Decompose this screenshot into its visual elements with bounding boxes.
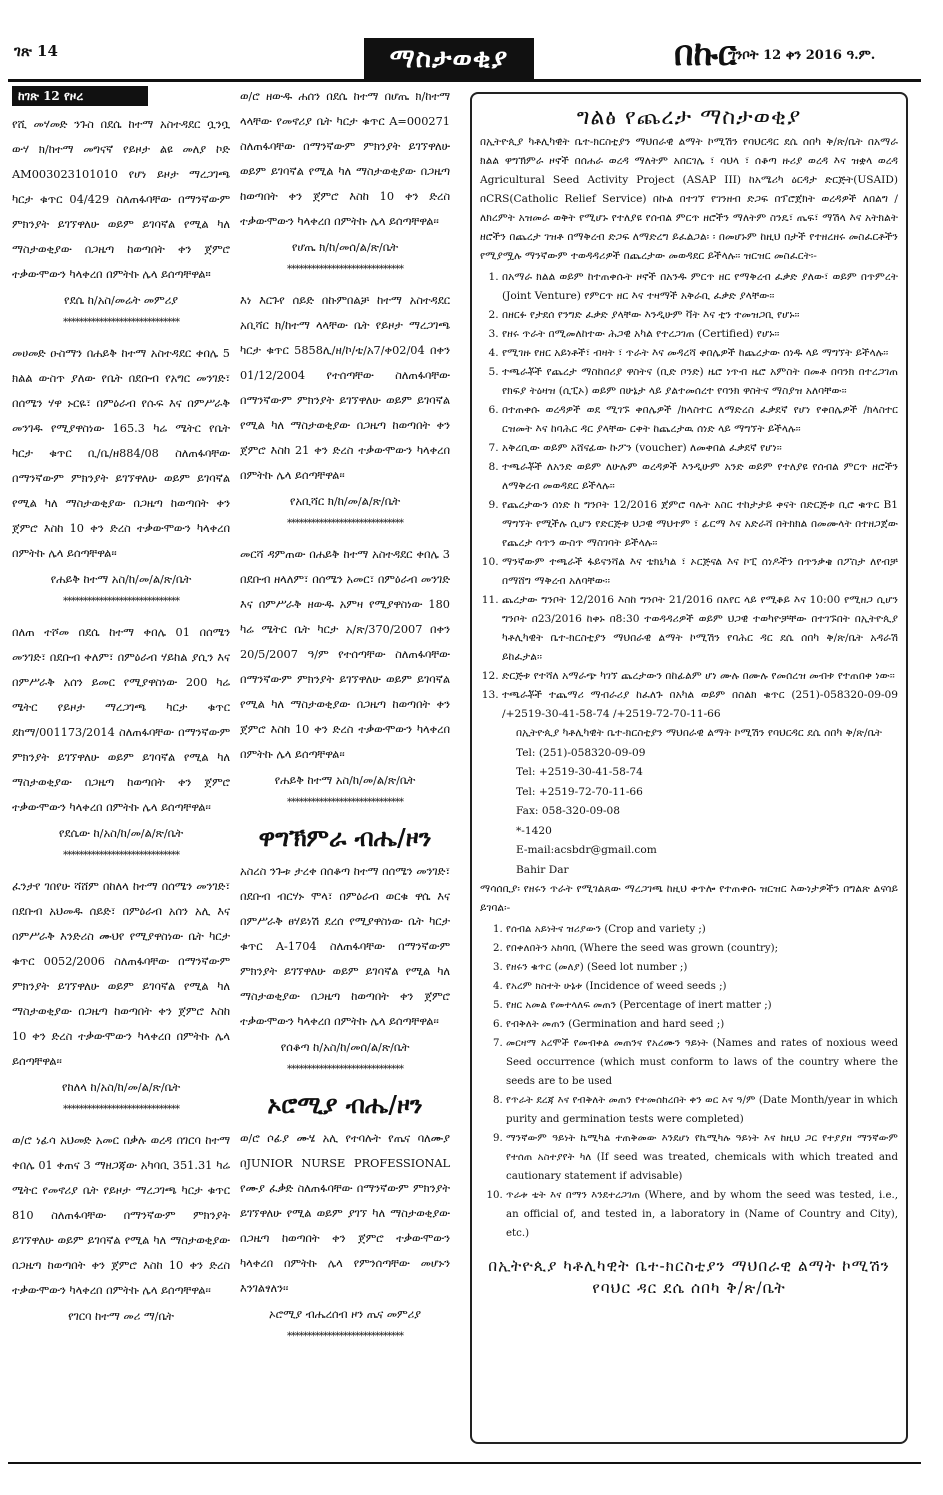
column-middle <box>240 84 450 1355</box>
criteria-item: 9. የጨረታውን ሰነድ ከ ግንቦት 12/2016 ጀምሮ ባሉት አስር ተከታታይ ቀናት በድርጅቱ ቢሮ ቁጥር B1 ማግኘት የሚችሉ ሲሆን የድርጅቱ ህጋዊ ማህተም ፣ ፊርማ እና አድራሻ በትክክል በመሙላት በተዘጋጀው የጨረታ ሳጥን ውስጥ ማስገባት ይችላሉ፡፡ <box>502 496 898 553</box>
separator-stars: ***************************** <box>63 1104 179 1115</box>
criteria-item: 12. ድርጅቱ የተሻለ አማራጭ ካገኘ ጨረታውን በከፊልም ሆነ ሙሉ በሙሉ የመሰረዝ መብቱ የተጠበቀ ነው፡፡ <box>502 667 898 686</box>
separator-stars: ***************************** <box>287 797 403 808</box>
note-item: 8. የጥራት ደረጃ እና የብቅለት መጠን የተመሰከረበት ቀን ወር እና ዓ/ም (Date Month/year in which purity and germination tests were completed) <box>506 1091 898 1129</box>
note-item: 9. ማንኛውም ዓይነት ኬሚካል ተጠቅመው እንደሆነ የኬሚካሉ ዓይነት እና ከዚህ ጋር የተያያዘ ማንኛውም የተሰጠ አስተያየት ካለ (If seed was treated, chemicals with which treated and cautionary statement if advisable) <box>506 1129 898 1186</box>
notice <box>240 859 450 1080</box>
notes-section <box>480 880 898 1243</box>
note-item: 1. የሰብል አይነትና ዝሪያውን (Crop and variety ;) <box>506 920 898 939</box>
page-header <box>0 0 943 80</box>
note-item: 7. መርዛማ አረሞች የመብቀል መጠንና የአረሙን ዓይነት (Names and rates of noxious weed Seed occurrence (which must conform to laws of the country where the seeds are to be used <box>506 1034 898 1091</box>
note-item: 4. የአረም ክስተት ሁኔቱ (Incidence of weed seeds ;) <box>506 977 898 996</box>
criteria-item: 4. የሚገዙ የዘር አይነቶች፣ ብዛት ፣ ጥራት እና መዳረሻ ቀበሌዎች ከጨረታው ሰነዱ ላይ ማግኘት ይችላሉ፡፡ <box>502 344 898 363</box>
criteria-item: 10. ማንኛውም ተጫራች ፋይናንሻል እና ቴክኒካል ፣ ኦርጅናል እና ኮፒ ሰነዶችን በጥንቃቄ በፖስታ ለየብቻ በማሸግ ማቅረብ አለባቸው፡፡ <box>502 553 898 591</box>
note-item: 3. የዘሩን ቁጥር (መለያ) (Seed lot number ;) <box>506 958 898 977</box>
notice-signature: የሐይቅ ከተማ አስ/ከ/መ/ል/ጽ/ቤት <box>274 774 416 787</box>
criteria-item: 5. ተጫራቾች የጨረታ ማስከበሪያ ዋስትና (ቢድ ቦንድ) ዜሮ ነጥብ ዜሮ አምስት በመቶ በባንክ በተረጋገጠ የክፍያ ትዕዛዝ (ሲፒኦ) ወይም በሁኔታ ላይ ያልተመሰረተ የባንክ ዋስትና ማስያዝ አለባቸው፡፡ <box>502 363 898 401</box>
criteria-item: 3. የዘሩ ጥራት በሚመለከተው ሕጋዊ አካል የተረጋገጠ (Certified) የሆኑ፡፡ <box>502 325 898 344</box>
contact-tel: Tel: (251)-058320-09-09 <box>516 746 646 759</box>
page-number: ገጽ 14 <box>14 42 58 60</box>
notice-text: እነ እርጉየ ሰይድ በኩምበልቻ ከተማ አስተዳደር አቢሻር ክ/ከተማ ላላቸው ቤት የይዞታ ማረጋገጫ ካርታ ቁጥር 5858ሊ/ዘ/ኮ/ቴ/አ7/ቀ02/04 በቀን 01/12/2004 የተሰጣቸው ስለጠፋባቸው በማንኛውም ምክንያት ይገኘዋለሁ ወይም ይገባኛል የሚል ካለ ማስታወቂያው በጋዜጣ ከወጣበት ቀን ጀምሮ እስከ 21 ቀን ድረስ ተቃውሞውን ካላቀረበ በምትኩ ሌላ ይሰጣቸዋል፡፡ <box>240 294 450 482</box>
criteria-item: 13. ተጫራቾች ተጨማሪ ማብራሪያ ከፈለጉ በአካል ወይም በስልክ ቁጥር (251)-058320-09-09 /+2519-30-41-58-74 /+2519-72-70-11-66 <box>502 686 898 724</box>
notice <box>240 84 450 280</box>
notice <box>12 874 230 1120</box>
criteria-item: 6. በተጠቀሱ ወረዳዎች ወደ ሚገኙ ቀበሌዎች /ክላስተር ለማድረስ ፈቃደኛ የሆነ የቀበሌዎች /ክላስተር ርዝመት እና ከባሕር ዳር ያላቸው ርቀት ከጨረታዉ ሰነድ ላይ ማግኘት ይችላሉ፡፡ <box>502 401 898 439</box>
notice <box>12 1128 230 1329</box>
separator-stars: ***************************** <box>63 317 179 328</box>
announcement-title: ግልፅ የጨረታ ማስታወቂያ <box>576 105 802 130</box>
contact-org: በኢትዮጲያ ካቶሊካዊት ቤተ-ክርስቲያን ማህበራዊ ልማት ኮሚሽን የባህርዳር ደሴ ሰበካ ቅ/ጽ/ቤት <box>516 727 883 739</box>
separator-stars: ***************************** <box>287 1064 403 1075</box>
continued-from-label: ከገጽ 12 የዞረ <box>12 86 148 106</box>
region-heading: ዋግኽምራ ብሔ/ዞን <box>258 823 432 852</box>
contact-city: Bahir Dar <box>516 863 569 876</box>
contact-tel: Tel: +2519-30-41-58-74 <box>516 766 643 778</box>
notice-signature: የከለላ ከ/አስ/ከ/መ/ል/ጽ/ቤት <box>61 1081 181 1094</box>
notice-signature: የሰቆጣ ከ/አስ/ከ/መሰ/ል/ጽ/ቤት <box>280 1041 410 1054</box>
region-heading: ኦሮሚያ ብሔ/ዞን <box>267 1090 423 1119</box>
separator-stars: ***************************** <box>287 264 403 275</box>
footer-rule <box>8 1462 921 1464</box>
notice-signature: ኦሮሚያ ብሔረሰብ ዞን ጤና መምሪያ <box>269 1308 421 1321</box>
contact-block <box>480 724 898 880</box>
notice <box>240 542 450 813</box>
column-left <box>12 84 230 1329</box>
criteria-item: 7. አቅረቢው ወይም አሸናፊው ኩፖን (voucher) ለመቀበል ፈቃደኛ የሆነ፡፡ <box>502 439 898 458</box>
notice <box>240 1126 450 1347</box>
header-rule <box>8 79 921 82</box>
notice-text: አስረስ ንጉቱ ታረቀ በሰቆጣ ከተማ በሰሜን መንገድ፣ በደቡብ ብርሃኑ ሞላ፣ በምዕራብ ወርቁ ዋሴ እና በምሥራቅ ፀሃይነሽ ደረሰ የሚያዋስነው ቤት ካርታ ቁጥር A-1704 ስለጠፋባቸው በማንኛውም ምክንያት ይገኘዋለሁ ወይም ይገባኛል የሚል ካለ ማስታወቂያው በጋዜጣ ከወጣበት ቀን ጀምሮ ተቃውሞውን ካላቀረበ በምትኩ ሌላ ይሰጣቸዋል፡፡ <box>240 865 450 1028</box>
notice-text: የሺ መሃመድ ንጉስ በደሴ ከተማ አስተዳደር ቧንቧ ውሃ ክ/ከተማ መግናኛ የይዞታ ልዩ መለያ ኮድ AM003023101010 የሆነ ይዞታ ማረጋገጫ ካርታ ቁጥር 04/429 ስለጠፋባቸው በማንኛውም ምክንያት ይገኘዋለሁ ወይም ይገባኛል የሚል ካለ ማስታወቂያው በጋዜጣ ከወጣበት ቀን ጀምሮ ተቃውሞውን ካላቀረበ በምትኩ ሌላ ይሰጣቸዋል። <box>12 118 230 281</box>
notice-signature: የገርባ ከተማ መሪ ማ/ቤት <box>68 1310 174 1323</box>
notice-signature: የሆጤ ክ/ከ/መሰ/ል/ጽ/ቤት <box>291 241 399 254</box>
separator-stars: ***************************** <box>63 596 179 607</box>
notice <box>12 341 230 612</box>
notice-text: በለጠ ተሾመ በደሴ ከተማ ቀበሌ 01 በሰሜን መንገድ፣ በደቡብ ቀለም፣ በምዕራብ ሃይከል ያሲን እና በምሥራቅ አሰን ይመር የሚያዋስነው 200 ካሬ ሜትር የይዞታ ማረጋገጫ ካርታ ቁጥር ደከማ/001173/2014 ስለጠፋባቸው በማንኛውም ምክንያት ይገኘዋለሁ ወይም ይገባኛል የሚል ካለ ማስታወቂያው በጋዜጣ ከወጣበት ቀን ጀምሮ ተቃውሞውን ካላቀረበ በምትኩ ሌላ ይሰጣቸዋል፡፡ <box>12 626 230 814</box>
contact-pobox: *-1420 <box>516 824 552 837</box>
note-item: 10. ጥራቱ ቴት እና በማን እንደተረጋገጠ (Where, and by whom the seed was tested, i.e., an official of, and tested in, a laboratory in (Name of Country and City), etc.) <box>506 1186 898 1243</box>
notice-text: ወ/ሮ ነፊሳ አህመድ አመር በቃሉ ወረዳ በገርባ ከተማ ቀበሌ 01 ቀጠና 3 ማዘጋጃው አካባቢ 351.31 ካሬ ሜትር የመኖሪያ ቤት የይዞታ ማረጋገጫ ካርታ ቁጥር 810 ስለጠፋባቸው በማንኛውም ምክንያት ይገኘዋለሁ ወይም ይገባኛል የሚል ካለ ማስታወቂያው በጋዜጣ ከወጣበት ቀን ጀምሮ እስከ 10 ቀን ድረስ ተቃውሞውን ካላቀረበ በምትኩ ሌላ ይሰጣቸዋል፡፡ <box>12 1134 230 1297</box>
notice-text: ፈንታየ ገበየሁ ሻሸም በከለላ ከተማ በሰሜን መንገድ፣ በደቡብ አህመዱ ሰይድ፣ በምዕራብ አሰን አሊ እና በምሥራቅ እንድሪስ ሙህየ የሚያዋስነው ቤት ካርታ ቁጥር 0052/2006 ስለጠፋባቸው በማንኛውም ምክንያት ይገኘዋለሁ ወይም ይገባኛል የሚል ካለ ማስታወቂያው በጋዜጣ ከወጣበት ቀን ጀምሮ እስከ 10 ቀን ድረስ ተቃውሞውን ካላቀረበ በምትኩ ሌላ ይሰጣቸዋል፡፡ <box>12 880 230 1068</box>
criteria-item: 1. በአማራ ክልል ወይም ከተጠቀሱት ዞኖች በአንዱ ምርጥ ዘር የማቅረብ ፈቃድ ያለው፣ ወይም በጥምረት (Joint Venture) የምርጥ ዘር እና ተዛማች አቅራቢ ፈቃድ ያላቸው፡፡ <box>502 268 898 306</box>
notice <box>12 112 230 333</box>
notice-text: መርሻ ዳምጠው በሐይቅ ከተማ አስተዳደር ቀበሌ 3 በደቡብ ዘላለም፣ በሰሜን አመር፣ በምዕራብ መንገድ እና በምሥራቅ ዘውዱ አምዛ የሚያዋስነው 180 ካሬ ሜትር ቤት ካርታ አ/ጽ/370/2007 በቀን 20/5/2007 ዓ/ም የተሰጣቸው ስለጠፋባቸው በማንኛውም ምክንያት ይገኘዋለሁ ወይም ይገባኛል የሚል ካለ ማስታወቂያው በጋዜጣ ከወጣበት ቀን ጀምሮ እስከ 10 ቀን ድረስ ተቃውሞውን ካላቀረበ በምትኩ ሌላ ይሰጣቸዋል፡፡ <box>240 548 450 761</box>
contact-tel: Tel: +2519-72-70-11-66 <box>516 785 643 798</box>
newspaper-name: በኩር <box>674 34 737 74</box>
separator-stars: ***************************** <box>287 518 403 529</box>
criteria-item: 8. ተጫራቾች ለአንድ ወይም ለሁሉም ወረዳዎች እንዲሁም አንድ ወይም የተለያዩ የሰብል ምርጥ ዘሮችን ለማቅረብ መወዳደር ይችላሉ፡፡ <box>502 458 898 496</box>
notice-signature: የደሴ ከ/አስ/መሬት መምሪያ <box>63 294 178 307</box>
contact-fax: Fax: 058-320-09-08 <box>516 805 620 817</box>
issue-date: ግንቦት 12 ቀን 2016 ዓ.ም. <box>728 48 876 63</box>
criteria-item: 11. ጨረታው ግንቦት 12/2016 እስከ ግንቦት 21/2016 በአየር ላይ የሚቆይ እና 10:00 የሚዘጋ ሲሆን ግንቦት በ23/2016 ከቀኑ በ8:30 ተወዳዳሪዎች ወይም ህጋዊ ተወካዮቻቸው በተገኙበት በኢትዮጲያ ካቶሊካዊት ቤተ-ክርስቲያን ማህበራዊ ልማት ኮሚሽን የባሕር ዳር ደሴ ሰበካ ቅ/ጽ/ቤት አዳራሽ ይከፈታል፡፡ <box>502 591 898 667</box>
notice-text: ወ/ሮ ዘውዱ ሐሰን በደሴ ከተማ በሆጤ ክ/ከተማ ላላቸው የመኖሪያ ቤት ካርታ ቁጥር A=000271 ስለጠፋባቸው በማንኛውም ምክንያት ይገኘዋለሁ ወይም ይገባኛል የሚል ካለ ማስታወቂያው በጋዜጣ ከወጣበት ቀን ጀምሮ እስከ 10 ቀን ድረስ ተቃውሞውን ካላቀረበ በምትኩ ሌላ ይሰጣቸዋል፡፡ <box>240 90 450 228</box>
notice-signature: የሐይቅ ከተማ አስ/ከ/መ/ል/ጽ/ቤት <box>50 573 192 586</box>
separator-stars: ***************************** <box>63 850 179 861</box>
note-item: 5. የዘር አመል የመተላለፍ መጠን (Percentage of inert matter ;) <box>506 996 898 1015</box>
tender-announcement-box <box>470 92 908 1444</box>
announcement-intro: በኢትዮጲያ ካቶሊካዊት ቤተ-ክርስቲያን ማህበራዊ ልማት ኮሚሽን የባህርዳር ደሴ ሰበካ ቅ/ጽ/ቤት በአማራ ክልል ዋግኽምራ ዞኖች በሰሐራ ወረዳ ማለትም አበርገሌ ፣ ሳህላ ፣ ሰቆጣ ዙሪያ ወረዳ እና ዝቋላ ወረዳ Agricultural Seed Activity Project (ASAP III) ከአሜሪካ ዕርዳታ ድርጅት(USAID) በCRS(Catholic Relief Service) በኩል በተገኘ የገንዘብ ድጋፍ በፕሮጀክት ወረዳዎች ለበልግ /ለክረምት አዝመራ ወቅት የሚሆኑ የተለያዩ የሰብል ምርጥ ዘሮችን ማለትም ስንዴ፣ ጤፍ፣ ማሽላ እና አትክልት ዘሮችን በጨረታ ገዝቶ በማቅረብ ድጋፍ ለማድረግ ይፈልጋል፡ ፡ በመሆኑም ከዚህ በታች የተዘረዘሩ መስፈርቶችን የሚያሟሉ ማንኛውም ተወዳዳሪዎች በጨረታው መወዳደር ይችላሉ፡፡ ዝርዝር መስፈርት፡- <box>480 136 898 262</box>
notice-text: ወ/ሮ ሶፊያ ሙሄ አሊ የተባሉት የጤና ባለሙያ በJUNIOR NURSE PROFESSIONAL የሙያ ፈቃድ ስለጠፋባቸው በማንኛውም ምክንያት ይገኘዋለሁ የሚል ወይም ያገኘ ካለ ማስታወቂያው በጋዜጣ ከወጣበት ቀን ጀምሮ ተቃውሞውን ካላቀረበ በምትኩ ሌላ የምንሰጣቸው መሆኑን እንገልፃለን፡፡ <box>240 1132 450 1295</box>
section-title: ማስታወቂያ <box>364 38 534 80</box>
notice-signature: የደሴው ከ/አስ/ከ/መ/ል/ጽ/ቤት <box>58 827 184 840</box>
criteria-item: 2. በዘርፉ የታደሰ የንግድ ፈቃድ ያላቸው እንዲሁም ቫት እና ቲን ተመዝጋቢ የሆኑ፡፡ <box>502 306 898 325</box>
separator-stars: ***************************** <box>287 1331 403 1342</box>
notice <box>12 620 230 866</box>
contact-email: E-mail:acsbdr@gmail.com <box>516 844 657 856</box>
note-intro: ማሳሰቢያ፡ የዘሩን ጥራት የሚገልጸው ማረጋገጫ ከዚህ ቀጥሎ የተጠቀሱ ዝርዝር እውነታዎችን በግልጽ ልናሳይ ይገባል፡- <box>480 883 898 914</box>
note-item: 6. የብቅለት መጠን (Germination and hard seed ;) <box>506 1015 898 1034</box>
notice-text: መሀመድ ዑስማን በሐይቅ ከተማ አስተዳደር ቀበሌ 5 ክልል ውስጥ ያለው የቤት በደቡብ የአግር መንገድ፣ በሰሜን ሃዋ ኑርዬ፣ በምዕራብ የሱፍ እና በምሥራቅ መንገዱ የሚያዋስነው 165.3 ካሬ ሜትር የቤት ካርታ ቁጥር ቢ/ቤ/ዘ884/08 ስለጠፋባቸው በማንኛውም ምክንያት ይገኘዋለሁ ወይም ይገባኛል የሚል ካለ ማስታወቂያው በጋዜጣ ከወጣበት ቀን ጀምሮ እስከ 10 ቀን ድረስ ተቃውሞውን ካላቀረበ በምትኩ ሌላ ይሰጣቸዋል፡፡ <box>12 347 230 560</box>
criteria-list <box>480 268 898 724</box>
announcement-signature: በኢትዮጲያ ካቶሊካዊት ቤተ-ክርስቲያን ማህበራዊ ልማት ኮሚሽን የባህር ዳር ደሴ ሰበካ ቅ/ጽ/ቤት <box>488 1257 890 1297</box>
note-item: 2. የበቀለበትን አከባቢ (Where the seed was grown (country); <box>506 939 898 958</box>
notes-list <box>480 920 898 1243</box>
notice <box>240 288 450 534</box>
notice-signature: የአቢሻር ክ/ከ/መ/ል/ጽ/ቤት <box>289 495 401 508</box>
